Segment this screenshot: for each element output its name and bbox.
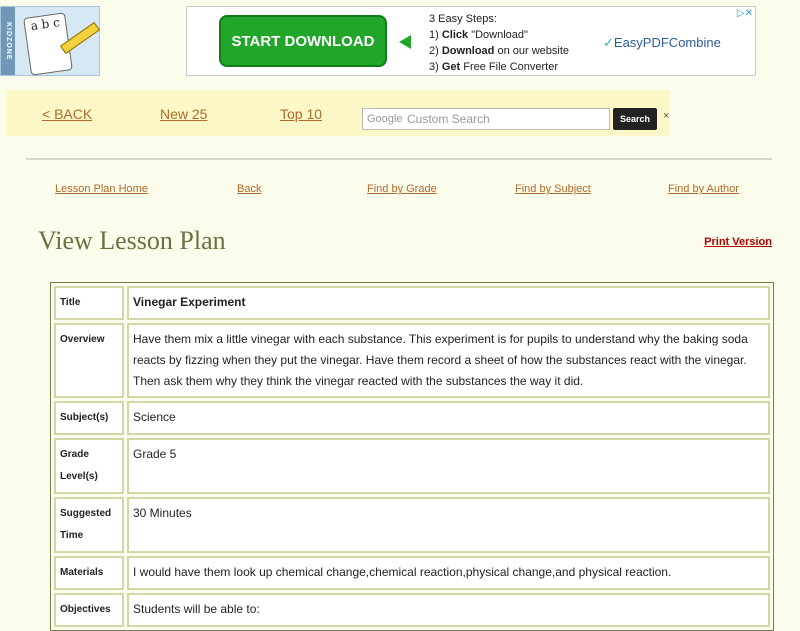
search-placeholder: Custom Search [407,112,490,126]
arrow-left-icon [399,35,411,49]
logo-strip-text: KIDZONE [1,7,15,75]
lesson-materials: I would have them look up chemical change,chemical reaction,physical change,and physical reaction. [127,556,770,590]
site-logo[interactable] [0,6,100,76]
table-row [54,438,770,494]
row-label: Overview [54,323,124,398]
brand-check-icon: ✓ [603,35,614,50]
find-by-grade-link[interactable]: Find by Grade [367,183,437,195]
lesson-plan-table [50,282,774,631]
table-row [54,401,770,435]
row-label: Subject(s) [54,401,124,435]
row-label: Title [54,286,124,320]
top-navbar [6,90,670,136]
lesson-grade-level: Grade 5 [127,438,770,494]
ad-steps [429,11,569,75]
table-row [54,497,770,553]
page-title: View Lesson Plan [38,226,226,255]
divider [26,158,772,160]
row-label: Objectives [54,593,124,627]
back-text-link[interactable]: Back [237,183,262,195]
back-link[interactable]: < BACK [42,106,93,122]
lesson-plan-home-link[interactable]: Lesson Plan Home [55,183,148,195]
ad-step-3: 3) Get Free File Converter [429,61,559,73]
search-button[interactable]: Search [613,108,657,130]
logo-letters: a b c [29,15,61,34]
find-by-subject-link[interactable]: Find by Subject [515,183,591,195]
lesson-title: Vinegar Experiment [127,286,770,320]
close-icon[interactable]: × [663,110,670,122]
ad-step-2: 2) Download on our website [429,45,570,57]
print-version-link[interactable]: Print Version [704,236,772,248]
table-row [54,593,770,627]
start-download-button[interactable]: START DOWNLOAD [219,15,387,67]
row-label: Grade Level(s) [54,438,124,494]
adchoices-icon[interactable]: ▷✕ [736,8,753,19]
top-10-link[interactable]: Top 10 [280,106,323,122]
row-label: Suggested Time [54,497,124,553]
row-label: Materials [54,556,124,590]
lesson-suggested-time: 30 Minutes [127,497,770,553]
lesson-subject: Science [127,401,770,435]
find-by-author-link[interactable]: Find by Author [668,183,739,195]
table-row [54,556,770,590]
ad-step-1: 1) Click "Download" [429,29,528,41]
search-input[interactable] [362,108,610,130]
ad-steps-title: 3 Easy Steps: [429,13,497,25]
lesson-overview: Have them mix a little vinegar with each substance. This experiment is for pupils to understand why the baking soda reacts by fizzing when they put the vinegar. Have them record a sheet of how the substances react with the vinegar. Then ask them why they think the vinegar reacted with the substances the way it did. [127,323,770,398]
lesson-objectives: Students will be able to: [127,593,770,627]
google-label: Google [367,113,403,125]
advertisement-banner[interactable] [186,6,756,76]
new-25-link[interactable]: New 25 [160,106,208,122]
ad-brand[interactable] [603,35,721,51]
table-row [54,286,770,320]
table-row [54,323,770,398]
ad-brand-name: EasyPDFCombine [613,35,721,50]
